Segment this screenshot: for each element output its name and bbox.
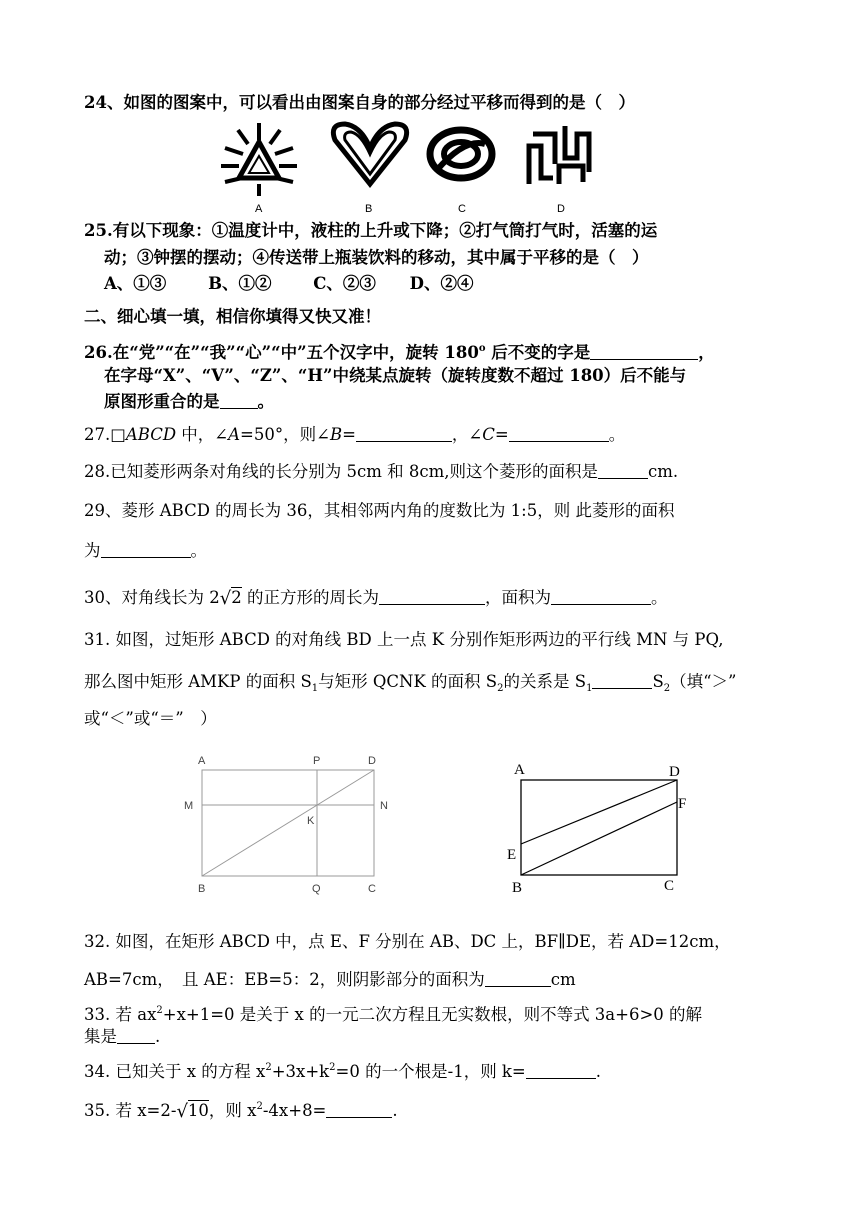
pattern-a-icon bbox=[221, 123, 297, 196]
fig2-label-b: B bbox=[512, 880, 523, 896]
fig1-label-q: Q bbox=[312, 883, 321, 895]
q26-line3: 原图形重合的是 。 bbox=[104, 392, 274, 411]
q26-line1: 26.在“党”“在”“我”“心”“中”五个汉字中，旋转 180$^o$ 后不变的字是 ， bbox=[84, 343, 715, 362]
q25-line2: 动；③钟摆的摆动；④传送带上瓶装饮料的移动，其中属于平移的是（ ） bbox=[104, 248, 649, 267]
q31-line1: 31. 如图，过矩形 ABCD 的对角线 BD 上一点 K 分别作矩形两边的平行线 MN 与 PQ, bbox=[84, 630, 724, 649]
q34-answer-blank bbox=[526, 1062, 596, 1079]
section-2-heading: 二、细心填一填，相信你填得又快又准！ bbox=[84, 307, 381, 326]
q29-answer-blank bbox=[101, 541, 191, 558]
q26-line2: 在字母“X”、“V”、“Z”、“H”中绕某点旋转（旋转度数不超过 180）后不能与 bbox=[104, 366, 687, 385]
q25-option-c: C、②③ bbox=[313, 274, 376, 293]
fig2-label-d: D bbox=[669, 764, 680, 780]
q34-text: 34. 已知关于 x 的方程 $x^2+3x+k^2=0$ 的一个根是-1，则 k= . bbox=[84, 1062, 602, 1081]
label-b: B bbox=[365, 203, 373, 215]
pattern-c-icon bbox=[430, 130, 492, 178]
fig2-label-f: F bbox=[678, 796, 687, 812]
q32-line1: 32. 如图，在矩形 ABCD 中，点 E、F 分别在 AB、DC 上，BF∥DE，若 AD=12cm， bbox=[84, 932, 731, 951]
fig1-label-p: P bbox=[313, 755, 321, 767]
fig1-label-d: D bbox=[368, 755, 376, 767]
q31-rectangle-figure bbox=[180, 750, 410, 900]
fig1-label-c: C bbox=[368, 883, 376, 895]
q32-rectangle-figure bbox=[504, 756, 704, 896]
q30-text: 30、对角线长为 2√2 的正方形的周长为 ，面积为 。 bbox=[84, 588, 668, 609]
label-c: C bbox=[458, 203, 466, 215]
fig1-label-n: N bbox=[380, 800, 388, 812]
pattern-b-icon bbox=[333, 124, 406, 184]
pattern-d-icon bbox=[529, 126, 589, 184]
q28-answer-blank bbox=[598, 462, 648, 479]
q27-answer-blank-c bbox=[509, 425, 609, 442]
q33-line1: 33. 若 $ax^2+x+1=0$ 是关于 x 的一元二次方程且无实数根，则不等式 3a+6>0 的解 bbox=[84, 1005, 703, 1024]
q29-line2: 为 。 bbox=[84, 541, 207, 560]
fig1-label-b: B bbox=[198, 883, 206, 895]
q26-answer-blank-2 bbox=[220, 392, 258, 409]
q33-answer-blank bbox=[117, 1027, 155, 1044]
q25-option-a: A、①③ bbox=[104, 274, 167, 293]
q32-answer-blank bbox=[485, 970, 551, 987]
q31-answer-blank bbox=[592, 672, 652, 689]
fig2-label-e: E bbox=[507, 847, 517, 863]
fig2-label-a: A bbox=[514, 762, 525, 778]
q25-options bbox=[104, 273, 473, 295]
q31-line3: 或“＜”或“＝” ） bbox=[84, 709, 217, 728]
q24-pattern-figure bbox=[215, 118, 605, 218]
q29-line1: 29、菱形 ABCD 的周长为 36，其相邻两内角的度数比为 1:5，则 此菱形的面积 bbox=[84, 501, 675, 520]
q35-answer-blank bbox=[326, 1101, 392, 1118]
q35-text: 35. 若 x=2-√10，则 $x^2-4x+8=$ . bbox=[84, 1101, 398, 1122]
fig1-label-k: K bbox=[307, 815, 315, 827]
label-d: D bbox=[557, 203, 565, 215]
q27-text: 27.□ABCD 中，∠A=50°，则∠B= ，∠C= 。 bbox=[84, 425, 626, 444]
q30-answer-blank-perimeter bbox=[379, 588, 485, 605]
q25-option-d: D、②④ bbox=[409, 274, 474, 293]
fig1-label-m: M bbox=[184, 800, 194, 812]
q33-line2: 集是 . bbox=[84, 1027, 161, 1046]
label-a: A bbox=[255, 203, 263, 215]
q28-text: 28.已知菱形两条对角线的长分别为 5cm 和 8cm,则这个菱形的面积是 cm. bbox=[84, 462, 679, 481]
q26-answer-blank-1 bbox=[590, 343, 698, 360]
q24-text: 24、如图的图案中，可以看出由图案自身的部分经过平移而得到的是（ ） bbox=[84, 93, 635, 112]
q30-answer-blank-area bbox=[551, 588, 651, 605]
q25-line1: 25.有以下现象：①温度计中，液柱的上升或下降；②打气筒打气时，活塞的运 bbox=[84, 221, 658, 240]
fig2-label-c: C bbox=[664, 878, 675, 894]
q31-line2: 那么图中矩形 AMKP 的面积 $S_1$与矩形 QCNK 的面积 $S_2$的关系是 $S_1$ $S_2$（填“＞” bbox=[84, 672, 737, 694]
q25-option-b: B、①② bbox=[208, 274, 272, 293]
fig1-label-a: A bbox=[198, 755, 206, 767]
q27-answer-blank-b bbox=[356, 425, 452, 442]
q32-line2: AB=7cm， 且 AE：EB=5：2，则阴影部分的面积为 cm bbox=[84, 970, 576, 989]
